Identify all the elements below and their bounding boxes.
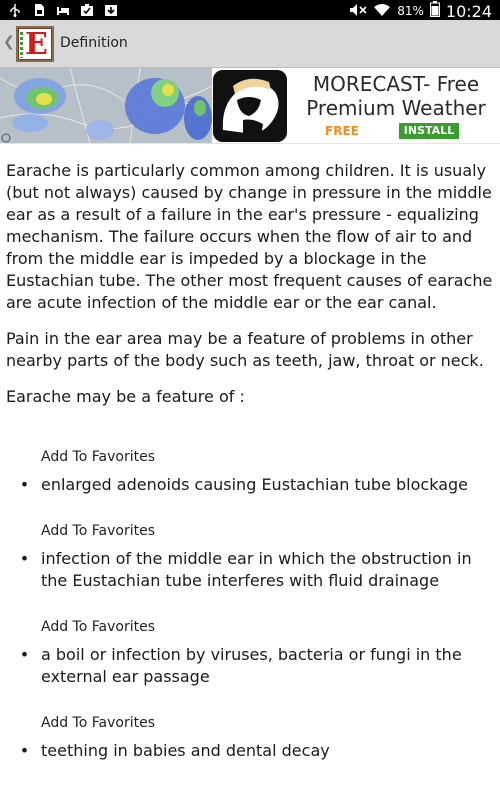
briefcase-check-icon [80, 2, 94, 16]
definition-paragraph: Earache is particularly common among children. It is usualy (but not always) caused by change in pressure in the middle ear as a result of a failure in the ear's pressure - equalizing mechanism. The failure occurs when the flow of air to and from the middle ear is impeded by a blockage in the Eustachian tube. The other most frequent causes of earache are acute infection of the middle ear or the ear canal. [6, 161, 493, 312]
weather-radar-map-image [0, 68, 212, 144]
morecast-app-icon [213, 70, 287, 142]
list-item [6, 740, 494, 762]
ad-banner[interactable] [0, 68, 500, 144]
feature-item [6, 522, 494, 592]
action-bar [0, 20, 500, 68]
app-logo-letter: E [25, 27, 48, 62]
no-sound-icon [349, 2, 367, 21]
bullet-icon: • [19, 741, 30, 760]
bullet-icon: • [19, 475, 30, 494]
feature-item [6, 618, 494, 688]
feature-text: a boil or infection by viruses, bacteria or fungi in the external ear passage [41, 645, 462, 686]
feature-intro-text: Earache may be a feature of : [6, 387, 245, 406]
feature-text: infection of the middle ear in which the obstruction in the Eustachian tube interferes with fluid drainage [41, 549, 472, 590]
status-bar-system-icons [349, 1, 492, 21]
battery-icon [430, 1, 440, 21]
feature-text: enlarged adenoids causing Eustachian tube blockage [41, 475, 468, 494]
status-bar [0, 0, 500, 20]
clock-time: 10:24 [445, 1, 492, 21]
bullet-icon: • [19, 549, 30, 568]
sim-card-icon [32, 2, 46, 16]
feature-item [6, 448, 494, 496]
definition-paragraph: Pain in the ear area may be a feature of problems in other nearby parts of the body such as teeth, jaw, throat or neck. [6, 329, 484, 370]
status-bar-notification-icons [8, 2, 118, 16]
ad-title: MORECAST- Free Premium Weather [306, 72, 486, 120]
feature-item [6, 714, 494, 762]
add-to-favorites-link[interactable]: Add To Favorites [41, 715, 155, 731]
feature-text: teething in babies and dental decay [41, 741, 330, 760]
battery-percent: 81% [397, 4, 424, 18]
add-to-favorites-link[interactable]: Add To Favorites [41, 523, 155, 539]
download-box-icon [104, 2, 118, 16]
ad-free-label: FREE [325, 124, 359, 138]
wifi-icon [373, 2, 391, 21]
bullet-icon: • [19, 645, 30, 664]
ad-install-button[interactable]: INSTALL [399, 123, 459, 139]
usb-icon [8, 2, 22, 16]
chevron-left-icon[interactable]: ❮ [3, 34, 15, 50]
list-item [6, 548, 494, 592]
page-title: Definition [60, 35, 128, 51]
list-item [6, 474, 494, 496]
list-item [6, 644, 494, 688]
add-to-favorites-link[interactable]: Add To Favorites [41, 449, 155, 465]
definition-content [6, 160, 494, 788]
app-logo-icon[interactable] [16, 26, 54, 62]
app-logo-stripe [20, 32, 23, 58]
add-to-favorites-link[interactable]: Add To Favorites [41, 619, 155, 635]
hotel-bed-icon [56, 2, 70, 16]
